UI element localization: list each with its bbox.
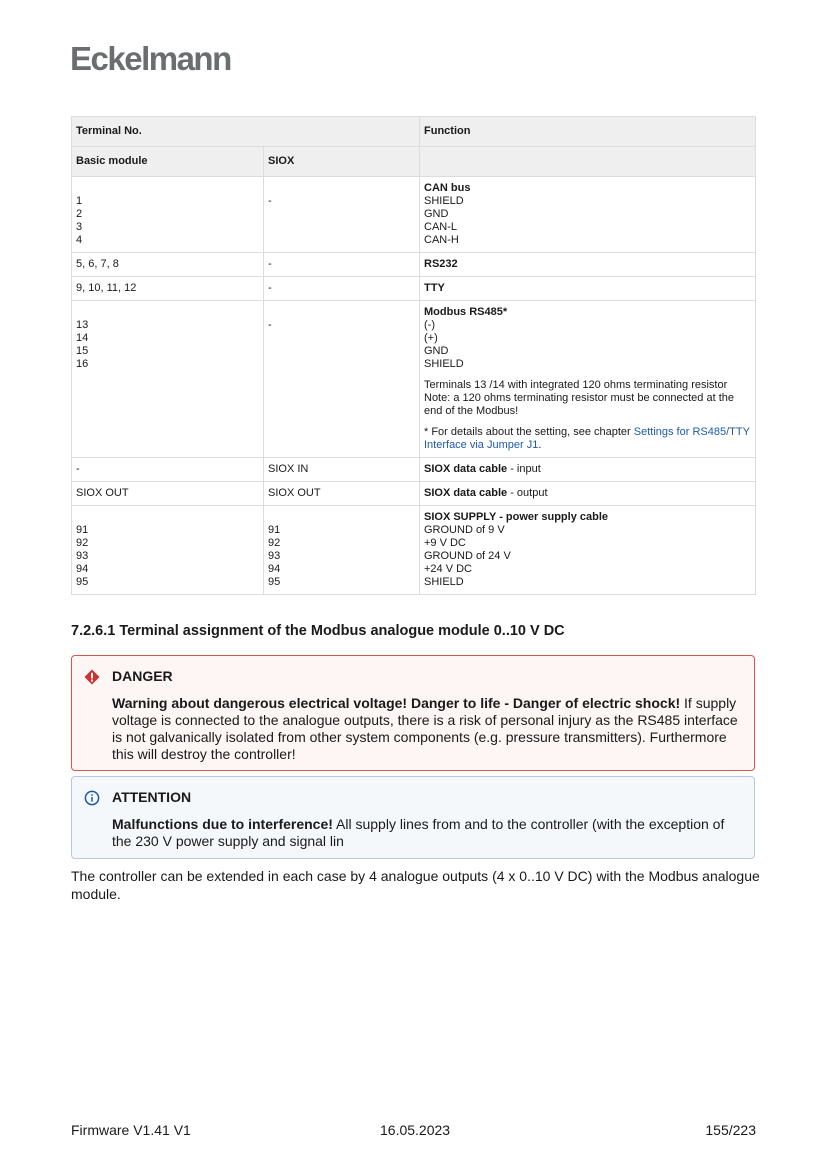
cell-basic: 5, 6, 7, 8 bbox=[72, 253, 264, 277]
company-logo: Eckelmann bbox=[70, 40, 231, 77]
cell-value: 93 bbox=[76, 550, 89, 562]
cell-value: SHIELD bbox=[424, 576, 464, 588]
cell-value: - bbox=[268, 319, 272, 331]
function-title: CAN bus bbox=[424, 182, 471, 194]
cell-value: 15 bbox=[76, 345, 89, 357]
cell-basic bbox=[72, 301, 264, 458]
cell-value: 4 bbox=[76, 234, 83, 246]
attention-text: All supply lines from and to the controller (with the exception of the 230 V power supply and signal lin bbox=[112, 816, 725, 849]
table-row bbox=[72, 482, 756, 506]
footer-page-number: 155/223 bbox=[705, 1122, 756, 1138]
modbus-note-termination: Note: a 120 ohms terminating resistor must be connected at the end of the Modbus! bbox=[424, 392, 734, 417]
header-basic-module: Basic module bbox=[72, 147, 264, 177]
cell-value: 94 bbox=[76, 563, 89, 575]
cell-value: 91 bbox=[268, 524, 281, 536]
cell-value: 92 bbox=[76, 537, 89, 549]
info-circle-icon bbox=[84, 790, 100, 806]
attention-title: ATTENTION bbox=[112, 789, 192, 805]
table-row bbox=[72, 506, 756, 595]
header-function: Function bbox=[420, 117, 756, 147]
cell-siox: - bbox=[264, 277, 420, 301]
cell-value: CAN-L bbox=[424, 221, 458, 233]
cell-value: 16 bbox=[76, 358, 89, 370]
cell-value: 2 bbox=[76, 208, 83, 220]
cell-function bbox=[420, 177, 756, 253]
cell-value: 94 bbox=[268, 563, 281, 575]
cell-value: GROUND of 24 V bbox=[424, 550, 511, 562]
cell-siox: - bbox=[264, 253, 420, 277]
warning-diamond-icon bbox=[84, 669, 100, 685]
attention-body bbox=[112, 816, 744, 850]
settings-chapter-link[interactable]: Settings for RS485/TTY Interface via Jumper J1 bbox=[424, 426, 750, 451]
cell-basic bbox=[72, 177, 264, 253]
table-row bbox=[72, 277, 756, 301]
function-text: - output bbox=[507, 487, 548, 499]
danger-warning: Warning about dangerous electrical voltage! Danger to life - Danger of electric shock! bbox=[112, 695, 681, 711]
cell-value: (-) bbox=[424, 319, 435, 331]
cell-siox bbox=[264, 301, 420, 458]
cell-value: 92 bbox=[268, 537, 281, 549]
cell-function: TTY bbox=[420, 277, 756, 301]
cell-value: CAN-H bbox=[424, 234, 459, 246]
cell-basic: 9, 10, 11, 12 bbox=[72, 277, 264, 301]
modbus-note-resistor: Terminals 13 /14 with integrated 120 ohms terminating resistor bbox=[424, 379, 728, 391]
attention-notice bbox=[71, 776, 755, 859]
cell-value: GROUND of 9 V bbox=[424, 524, 505, 536]
cell-value: 14 bbox=[76, 332, 89, 344]
cell-function bbox=[420, 301, 756, 458]
function-title: Modbus RS485* bbox=[424, 306, 508, 318]
cell-value: SHIELD bbox=[424, 358, 464, 370]
cell-value: +24 V DC bbox=[424, 563, 472, 575]
cell-value: GND bbox=[424, 345, 449, 357]
cell-value: SHIELD bbox=[424, 195, 464, 207]
cell-siox bbox=[264, 506, 420, 595]
cell-value: 95 bbox=[76, 576, 89, 588]
cell-basic bbox=[72, 506, 264, 595]
cell-function: RS232 bbox=[420, 253, 756, 277]
cell-value: +9 V DC bbox=[424, 537, 466, 549]
cell-function bbox=[420, 458, 756, 482]
cell-value: GND bbox=[424, 208, 449, 220]
function-title: SIOX data cable bbox=[424, 463, 508, 475]
danger-text: If supply voltage is connected to the analogue outputs, there is a risk of personal injury as the RS485 interface is not galvanically isolated from other system components (e.g. pressure transmitters). Furthermore this will destroy the controller! bbox=[112, 695, 738, 762]
danger-notice bbox=[71, 655, 755, 771]
terminal-table bbox=[71, 116, 756, 595]
table-row bbox=[72, 253, 756, 277]
cell-siox: SIOX IN bbox=[264, 458, 420, 482]
cell-basic: SIOX OUT bbox=[72, 482, 264, 506]
note-text: * For details about the setting, see chapter bbox=[424, 426, 634, 438]
cell-value: 91 bbox=[76, 524, 89, 536]
cell-value: (+) bbox=[424, 332, 438, 344]
table-subheader-row bbox=[72, 147, 756, 177]
cell-value: 93 bbox=[268, 550, 281, 562]
cell-siox: SIOX OUT bbox=[264, 482, 420, 506]
cell-value: 13 bbox=[76, 319, 89, 331]
modbus-note-settings bbox=[424, 426, 751, 452]
danger-title: DANGER bbox=[112, 668, 173, 684]
attention-warning: Malfunctions due to interference! bbox=[112, 816, 333, 832]
cell-basic: - bbox=[72, 458, 264, 482]
section-heading: 7.2.6.1 Terminal assignment of the Modbus analogue module 0..10 V DC bbox=[71, 623, 565, 639]
cell-function bbox=[420, 482, 756, 506]
cell-function bbox=[420, 506, 756, 595]
cell-value: - bbox=[268, 195, 272, 207]
footer-firmware: Firmware V1.41 V1 bbox=[71, 1122, 191, 1138]
danger-body bbox=[112, 695, 744, 763]
function-title: SIOX data cable bbox=[424, 487, 508, 499]
header-empty bbox=[420, 147, 756, 177]
body-paragraph: The controller can be extended in each case by 4 analogue outputs (4 x 0..10 V DC) with the Modbus analogue module. bbox=[71, 868, 760, 902]
header-siox: SIOX bbox=[264, 147, 420, 177]
footer-date: 16.05.2023 bbox=[380, 1122, 451, 1138]
header-terminal-no: Terminal No. bbox=[72, 117, 420, 147]
note-text: . bbox=[538, 439, 542, 451]
cell-siox bbox=[264, 177, 420, 253]
cell-value: 95 bbox=[268, 576, 281, 588]
function-text: - input bbox=[507, 463, 541, 475]
table-row bbox=[72, 301, 756, 458]
table-header-row bbox=[72, 117, 756, 147]
table-row bbox=[72, 177, 756, 253]
cell-value: 1 bbox=[76, 195, 83, 207]
table-row bbox=[72, 458, 756, 482]
function-title: SIOX SUPPLY - power supply cable bbox=[424, 511, 609, 523]
cell-value: 3 bbox=[76, 221, 83, 233]
